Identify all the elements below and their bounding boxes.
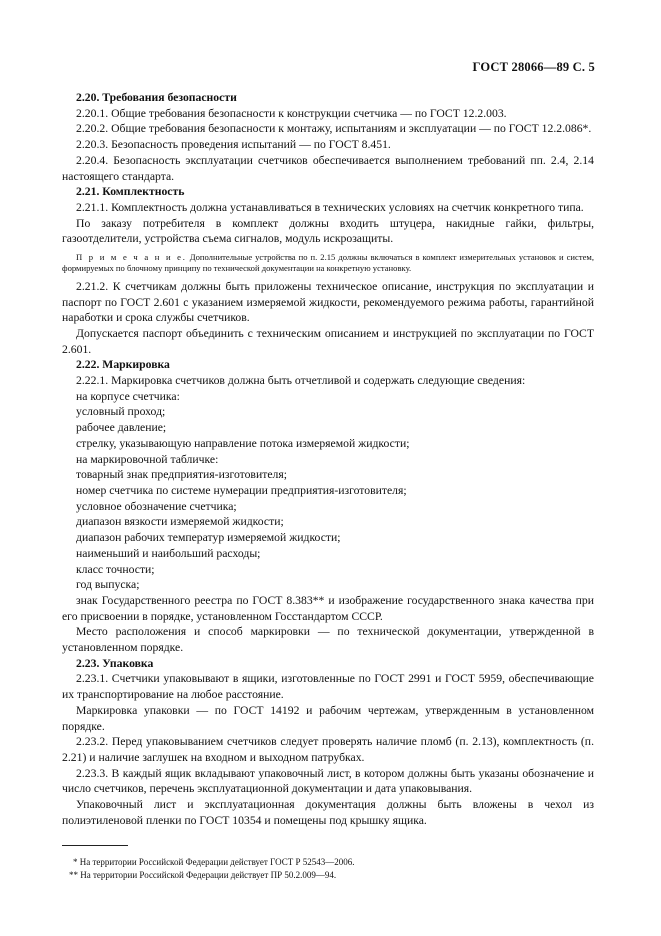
paragraph: диапазон рабочих температур измеряемой жидкости; <box>76 531 341 545</box>
note <box>62 252 594 275</box>
paragraph: Место расположения и способ маркировки — по технической документации, утвержденной в установленном порядке. <box>62 625 594 655</box>
section-heading: 2.22. Маркировка <box>76 358 170 372</box>
note-label: П р и м е ч а н и е. <box>76 252 187 263</box>
paragraph: рабочее давление; <box>76 421 167 435</box>
paragraph: 2.20.1. Общие требования безопасности к конструкции счетчика — по ГОСТ 12.2.003. <box>76 106 507 120</box>
section-block-1 <box>62 90 594 247</box>
footnote-2: ** На территории Российской Федерации действует ПР 50.2.009—94. <box>69 870 337 881</box>
paragraph: Допускается паспорт объединить с техническим описанием и инструкцией по эксплуатации по ГОСТ 2.601. <box>62 326 594 356</box>
paragraph: 2.20.4. Безопасность эксплуатации счетчиков обеспечивается выполнением требований пп. 2.4, 2.14 настоящего стандарта. <box>62 153 594 183</box>
page-header: ГОСТ 28066—89 С. 5 <box>472 60 595 74</box>
section-heading: 2.21. Комплектность <box>76 185 185 199</box>
paragraph: номер счетчика по системе нумерации предприятия-изготовителя; <box>76 483 407 497</box>
paragraph: товарный знак предприятия-изготовителя; <box>76 468 287 482</box>
paragraph: 2.23.1. Счетчики упаковывают в ящики, изготовленные по ГОСТ 2991 и ГОСТ 5959, обеспечивающие их транспортирование на любое расстояние. <box>62 672 594 702</box>
paragraph: Упаковочный лист и эксплуатационная документация должны быть вложены в чехол из полиэтиленовой пленки по ГОСТ 10354 и помещены под крышку ящика. <box>62 798 594 827</box>
paragraph: наименьший и наибольший расходы; <box>76 546 261 560</box>
footnote-divider <box>62 845 128 846</box>
note-text: Дополнительные устройства по п. 2.15 должны включаться в комплект измерительных установок и систем, формируемых по блочному принципу по технической документации на конкретную установку. <box>62 252 594 274</box>
paragraph: класс точности; <box>76 562 155 576</box>
paragraph: 2.23.3. В каждый ящик вкладывают упаковочный лист, в котором должны быть указаны обозначение и число счетчиков, перечень эксплуатационной документации и дата упаковывания. <box>62 766 594 796</box>
section-heading: 2.20. Требования безопасности <box>76 91 237 104</box>
paragraph: 2.21.2. К счетчикам должны быть приложены техническое описание, инструкция по эксплуатации и паспорт по ГОСТ 2.601 с указанием измеряемой жидкости, рекомендуемого режима работы, гарантийной наработки и срока службы счетчиков. <box>62 279 594 325</box>
paragraph: на корпусе счетчика: <box>76 389 180 403</box>
paragraph: условное обозначение счетчика; <box>76 499 237 513</box>
footnote-1: * На территории Российской Федерации действует ГОСТ Р 52543—2006. <box>73 857 355 868</box>
paragraph: 2.20.3. Безопасность проведения испытаний — по ГОСТ 8.451. <box>76 138 391 152</box>
paragraph: стрелку, указывающую направление потока измеряемой жидкости; <box>76 436 410 450</box>
paragraph: Маркировка упаковки — по ГОСТ 14192 и рабочим чертежам, утвержденным в установленном порядке. <box>62 703 594 733</box>
paragraph: 2.22.1. Маркировка счетчиков должна быть отчетливой и содержать следующие сведения: <box>76 374 526 388</box>
paragraph: 2.21.1. Комплектность должна устанавливаться в технических условиях на счетчик конкретного типа. <box>76 200 584 214</box>
section-block-2 <box>62 279 594 829</box>
paragraph: на маркировочной табличке: <box>76 452 219 466</box>
paragraph: диапазон вязкости измеряемой жидкости; <box>76 515 284 529</box>
paragraph: По заказу потребителя в комплект должны входить штуцера, накидные гайки, фильтры, газоотделители, устройства съема сигналов, модуль искрозащиты. <box>62 216 594 246</box>
document-body <box>62 90 594 882</box>
section-heading: 2.23. Упаковка <box>76 656 154 670</box>
paragraph: год выпуска; <box>76 578 140 592</box>
paragraph: 2.20.2. Общие требования безопасности к монтажу, испытаниям и эксплуатации — по ГОСТ 12.2.086*. <box>76 122 592 136</box>
paragraph: условный проход; <box>76 405 166 419</box>
paragraph: 2.23.2. Перед упаковыванием счетчиков следует проверять наличие пломб (п. 2.13), комплектность (п. 2.21) и наличие заглушек на входном и выходном патрубках. <box>62 735 594 764</box>
paragraph: знак Государственного реестра по ГОСТ 8.383** и изображение государственного знака качества при его присвоении в порядке, установленном Госстандартом СССР. <box>62 593 594 623</box>
